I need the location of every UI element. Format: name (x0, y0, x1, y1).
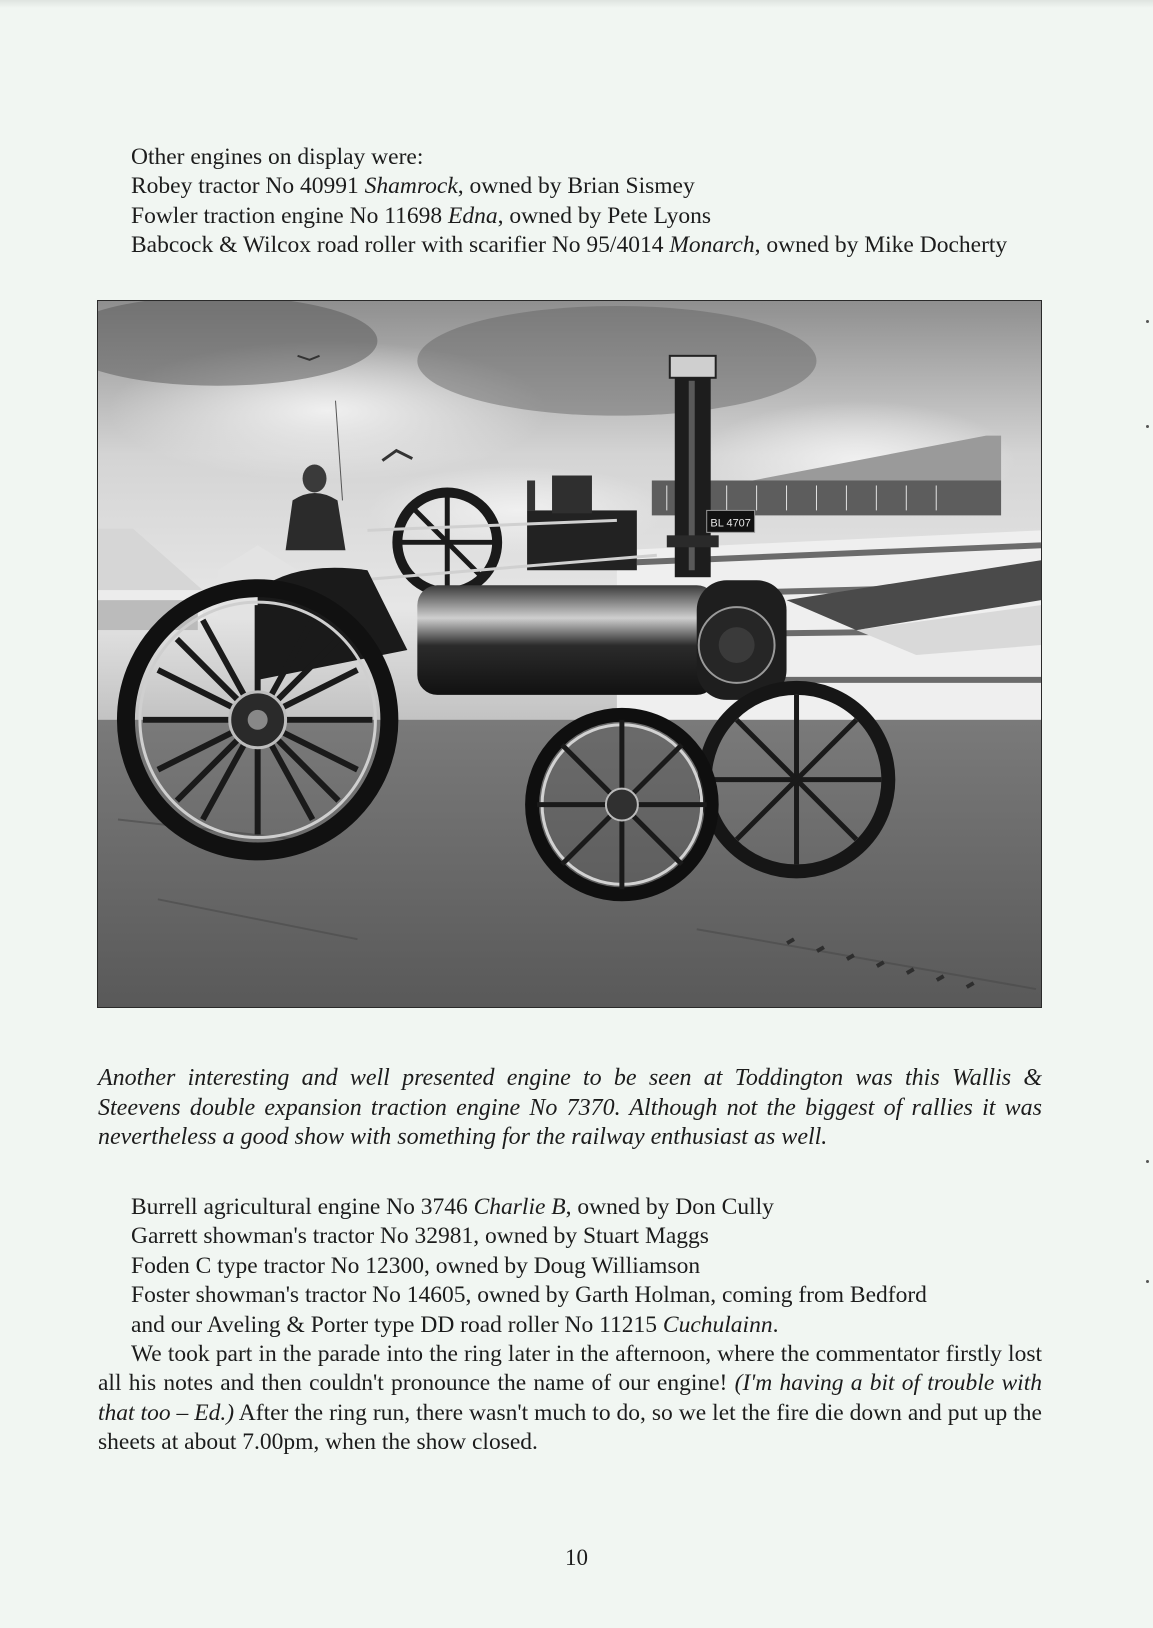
scan-edge-mark (1146, 425, 1149, 428)
scan-edge-mark (1146, 320, 1149, 323)
page-number: 10 (565, 1545, 588, 1570)
engine-line: Foden C type tractor No 12300, owned by Doug Williamson (131, 1252, 701, 1279)
engine-line: Fowler traction engine No 11698 Edna, owned by Pete Lyons (131, 202, 712, 229)
scan-edge-mark (1146, 1160, 1149, 1163)
number-plate: BL 4707 (710, 517, 751, 530)
engine-line: Babcock & Wilcox road roller with scarifier No 95/4014 Monarch, owned by Mike Docherty (131, 232, 1008, 259)
engine-line: Garrett showman's tractor No 32981, owned by Stuart Maggs (131, 1223, 709, 1250)
engine-line: and our Aveling & Porter type DD road roller No 11215 Cuchulainn. (131, 1311, 779, 1338)
engine-line: Foster showman's tractor No 14605, owned by Garth Holman, coming from Bedford (131, 1282, 927, 1309)
scan-edge-mark (1146, 1280, 1149, 1283)
intro-heading: Other engines on display were: (131, 144, 424, 170)
editor-aside: (I'm having a bit of trouble with that too – Ed.) (98, 1370, 1042, 1426)
closing-paragraph: We took part in the parade into the ring later in the afternoon, where the commentator firstly lost all his notes and then couldn't pronounce the name of our engine! (I'm having a bit of trouble with that too – Ed.) After the ring run, there wasn't much to do, so we let the fire die down and put up the sheets at about 7.00pm, when the show closed. (98, 1341, 1042, 1456)
traction-engine-photo (97, 300, 1042, 1008)
engine-line: Robey tractor No 40991 Shamrock, owned by Brian Sismey (131, 173, 695, 200)
engine-list-continued (98, 1193, 1042, 1458)
engine-line: Burrell agricultural engine No 3746 Charlie B, owned by Don Cully (131, 1194, 774, 1220)
traction-engine-illustration (98, 301, 1041, 1007)
photo-caption: Another interesting and well presented engine to be seen at Toddington was this Wallis & Steevens double expansion traction engine No 7370. Although not the biggest of rallies it was nevertheless a good show with something for the railway enthusiast as well. (98, 1065, 1042, 1150)
intro-section (98, 143, 1042, 261)
